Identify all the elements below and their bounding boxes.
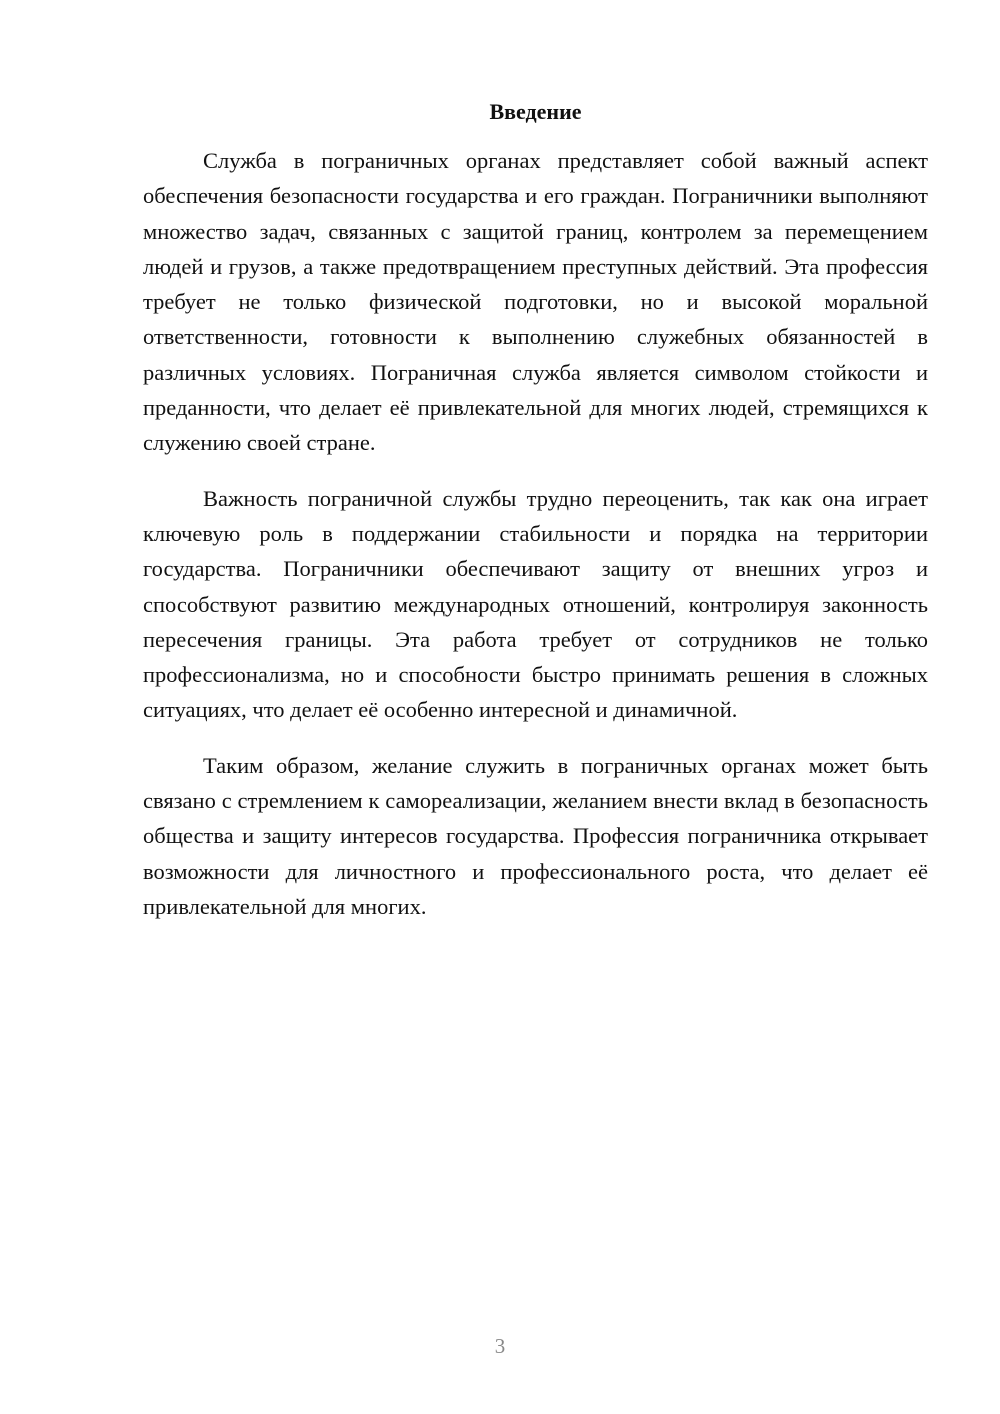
page-number: 3 [494, 1334, 506, 1358]
body-text [143, 143, 928, 944]
paragraph-1: Служба в пограничных органах представляет собой важный аспект обеспечения безопасности государства и его граждан. Пограничники выполняют множество задач, связанных с защитой границ, контролем за перемещением людей и грузов, а также предотвращением преступных действий. Эта профессия требует не только физической подготовки, но и высокой моральной ответственности, готовности к выполнению служебных обязанностей в различных условиях. Пограничная служба является символом стойкости и преданности, что делает её привлекательной для многих людей, стремящихся к служению своей стране. [143, 148, 928, 456]
section-title: Введение [489, 99, 582, 124]
paragraph-2: Важность пограничной службы трудно переоценить, так как она играет ключевую роль в поддержании стабильности и порядка на территории государства. Пограничники обеспечивают защиту от внешних угроз и способствуют развитию международных отношений, контролируя законность пересечения границы. Эта работа требует от сотрудников не только профессионализма, но и способности быстро принимать решения в сложных ситуациях, что делает её особенно интересной и динамичной. [143, 485, 928, 723]
paragraph-3: Таким образом, желание служить в пограничных органах может быть связано с стремлением к самореализации, желанием внести вклад в безопасность общества и защиту интересов государства. Профессия пограничника открывает возможности для личностного и профессионального роста, что делает её привлекательной для многих. [143, 752, 928, 919]
